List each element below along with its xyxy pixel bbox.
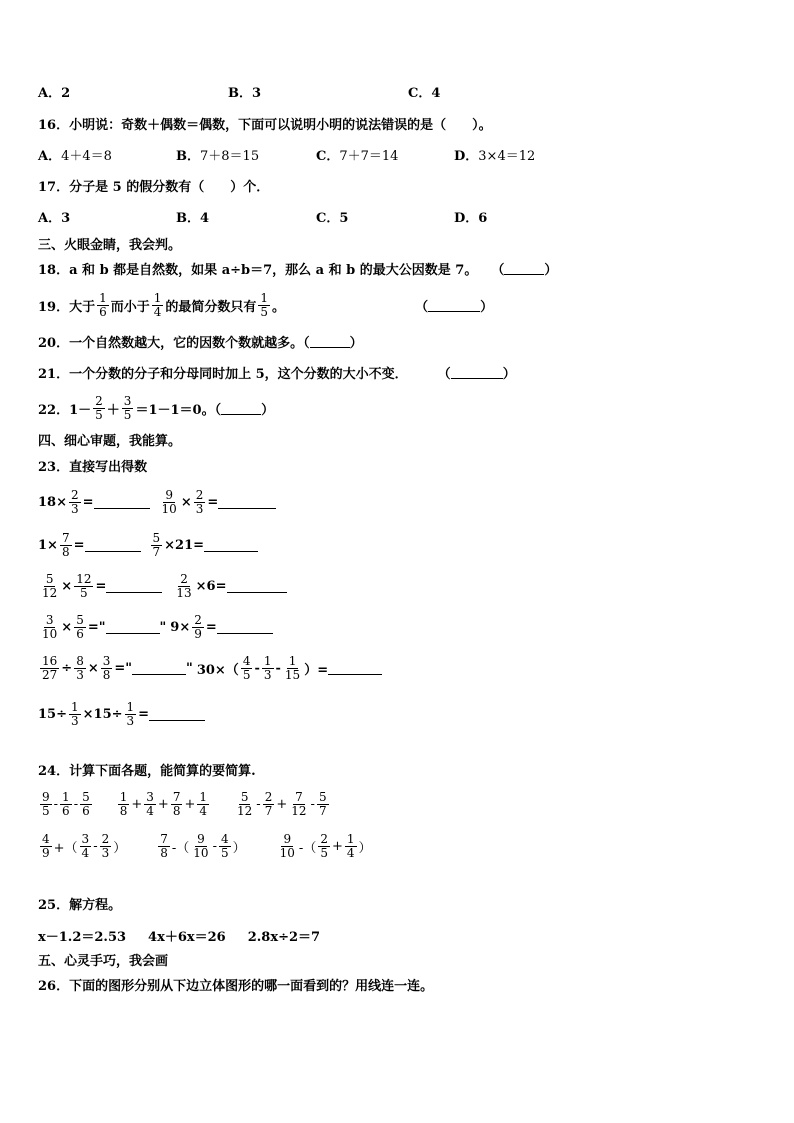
fraction: $\frac{1}{3}$	[126, 699, 135, 728]
fraction: $\frac{5}{12}$	[42, 571, 58, 600]
q21-answer-blank[interactable]	[451, 366, 503, 379]
fraction: $\frac{2}{5}$	[95, 393, 103, 422]
fraction: $\frac{8}{3}$	[76, 653, 84, 682]
q26-stem: 26．下面的图形分别从下边立体图形的哪一面看到的？用线连一连。	[38, 978, 434, 994]
fraction: $\frac{9}{10}$	[193, 831, 209, 860]
times: ×	[61, 619, 73, 635]
equation-3: 2.8x÷2＝7	[247, 929, 321, 945]
expr: 1×	[38, 537, 58, 553]
fraction: $\frac{1}{4}$	[199, 789, 208, 818]
expr: ×6=	[195, 578, 227, 594]
q16-option-d-expr: 3×4＝12	[478, 148, 536, 164]
paren-right: ）	[349, 335, 363, 351]
fraction: $\frac{2}{3}$	[70, 487, 79, 516]
equation-1: x－1.2＝2.53	[38, 929, 127, 945]
q23-row-2	[38, 527, 258, 563]
q22-post: ＝1－1＝0。（	[135, 402, 222, 418]
fraction: $\frac{4}{5}$	[220, 831, 229, 860]
equals: =	[95, 578, 107, 594]
equals: =	[205, 619, 217, 635]
expr: 9×	[170, 619, 191, 635]
q19-mid2: 的最简分数只有	[165, 299, 257, 315]
q15-option-b: B．3	[228, 85, 262, 101]
expr: ×15÷	[82, 706, 123, 722]
fraction: $\frac{4}{9}$	[42, 831, 50, 860]
paren-right: ）	[261, 402, 275, 418]
answer-blank[interactable]	[204, 539, 258, 552]
fraction: $\frac{5}{12}$	[237, 789, 253, 818]
q15-options	[38, 80, 440, 102]
q16-option-c-expr: 7＋7＝14	[339, 148, 399, 164]
fraction: $\frac{1}{6}$	[99, 290, 107, 319]
fraction: $\frac{2}{7}$	[264, 789, 273, 818]
fraction: $\frac{9}{5}$	[42, 789, 50, 818]
q25-stem: 25．解方程。	[38, 897, 122, 913]
q18-stem: 18．a 和 b 都是自然数，如果 a÷b＝7，那么 a 和 b 的最大公因数是 7。	[38, 262, 478, 278]
q22-answer-blank[interactable]	[221, 402, 261, 415]
fraction: $\frac{3}{4}$	[146, 789, 154, 818]
fraction: $\frac{9}{10}$	[279, 831, 295, 860]
equals: =	[73, 537, 85, 553]
fraction: $\frac{2}{3}$	[195, 487, 204, 516]
equals: =	[82, 494, 94, 510]
q24-stem: 24．计算下面各题，能简算的要简算.	[38, 763, 256, 779]
fraction: $\frac{1}{3}$	[263, 653, 272, 682]
answer-blank[interactable]	[227, 580, 287, 593]
fraction: $\frac{12}{5}$	[76, 571, 92, 600]
fraction: $\frac{5}{7}$	[318, 789, 327, 818]
q25-equations	[38, 924, 320, 946]
fraction: $\frac{3}{10}$	[42, 612, 58, 641]
q17-option-b: B．4	[176, 210, 210, 226]
fraction: $\frac{1}{6}$	[62, 789, 70, 818]
answer-blank[interactable]	[106, 580, 162, 593]
q16-option-a: A．	[38, 148, 62, 164]
fraction: $\frac{7}{8}$	[160, 831, 168, 860]
section-3-title: 三、火眼金睛，我会判。	[38, 237, 182, 253]
answer-blank[interactable]	[149, 708, 205, 721]
equals: ="	[114, 660, 133, 676]
q22	[38, 390, 274, 426]
q23-row-4	[38, 609, 273, 645]
q21-stem: 21．一个分数的分子和分母同时加上 5，这个分数的大小不变．	[38, 366, 408, 382]
q24-row-2: $\frac{4}{9}$ +（ $\frac{3}{4}$ - $\frac{2}{3}$ ） $\frac{7}{8}$ -（ $\frac{9}{10}$ - $\frac{4}{5}$ ） $\frac{9}{10}$ -（ $\frac{2}{5}$ + $\frac{1}{4}$ ）	[42, 831, 372, 860]
q17-option-c: C．5	[316, 210, 349, 226]
fraction: $\frac{5}{7}$	[152, 530, 161, 559]
fraction: $\frac{1}{15}$	[284, 653, 301, 682]
fraction: $\frac{2}{5}$	[320, 831, 328, 860]
section-5-title: 五、心灵手巧，我会画	[38, 953, 169, 969]
fraction: $\frac{16}{27}$	[42, 653, 58, 682]
q15-option-a: A．2	[38, 85, 71, 101]
expr: 30×（	[196, 662, 239, 678]
q20-answer-blank[interactable]	[310, 335, 350, 348]
q24-row-1: $\frac{9}{5}$ - $\frac{1}{6}$ - $\frac{5}{6}$ $\frac{1}{8}$ + $\frac{3}{4}$ + $\frac{7}{8}$ + $\frac{1}{4}$ $\frac{5}{12}$ - $\frac{2}{7}$ + $\frac{7}{12}$ - $\frac{5}{7}$	[42, 789, 327, 818]
q16-option-a-expr: 4＋4＝8	[61, 148, 112, 164]
equals: =	[138, 706, 150, 722]
fraction: $\frac{3}{8}$	[102, 653, 111, 682]
q16-option-c: C．	[316, 148, 340, 164]
q19-post: 。	[272, 299, 286, 315]
q18-answer-blank[interactable]	[504, 262, 544, 275]
paren-left: （	[415, 299, 429, 315]
paren-right: ）	[480, 299, 494, 315]
answer-blank[interactable]	[218, 496, 276, 509]
q19-answer-blank[interactable]	[428, 299, 480, 312]
minus: -	[275, 660, 281, 676]
answer-blank[interactable]	[328, 662, 382, 675]
fraction: $\frac{1}{4}$	[153, 290, 162, 319]
answer-blank[interactable]	[85, 539, 141, 552]
q16-options	[38, 143, 535, 165]
expr: ×21=	[164, 537, 205, 553]
q23-row-6	[38, 696, 205, 732]
quote-mark: "	[159, 619, 167, 635]
q16-option-d: D．	[454, 148, 479, 164]
fraction: $\frac{2}{3}$	[101, 831, 110, 860]
q22-pre: 22．1－	[38, 402, 92, 418]
answer-blank[interactable]	[94, 496, 150, 509]
fraction: $\frac{5}{6}$	[82, 789, 90, 818]
fraction: $\frac{3}{5}$	[123, 393, 132, 422]
expr: 15÷	[38, 706, 67, 722]
paren-left: （	[437, 366, 451, 382]
paren-left: （	[491, 262, 505, 278]
expr: 18×	[38, 494, 67, 510]
divide: ÷	[61, 660, 73, 676]
fraction: $\frac{1}{5}$	[260, 290, 269, 319]
answer-blank[interactable]	[217, 621, 273, 634]
minus: -	[254, 660, 260, 676]
fraction: $\frac{2}{9}$	[194, 612, 202, 641]
fraction: $\frac{1}{3}$	[70, 699, 79, 728]
fraction: $\frac{3}{4}$	[81, 831, 90, 860]
plus-sign: ＋	[106, 402, 120, 418]
expr: ）=	[304, 662, 329, 678]
times: ×	[180, 494, 192, 510]
q16-stem: 16．小明说：奇数＋偶数＝偶数，下面可以说明小明的说法错误的是（ ）。	[38, 117, 492, 133]
q23-row-3	[38, 568, 287, 604]
fraction: $\frac{2}{13}$	[176, 571, 192, 600]
fraction: $\frac{9}{10}$	[161, 487, 177, 516]
q17-stem: 17．分子是 5 的假分数有（ ）个．	[38, 179, 270, 195]
times: ×	[87, 660, 99, 676]
q17-options	[38, 205, 487, 227]
q16-option-b-expr: 7＋8＝15	[200, 148, 260, 164]
paren-right: ）	[502, 366, 516, 382]
q20-stem: 20．一个自然数越大，它的因数个数就越多。（	[38, 335, 310, 351]
q19-pre: 19．大于	[38, 299, 96, 315]
equals: ="	[87, 619, 106, 635]
q17-option-d: D．6	[454, 210, 488, 226]
fraction: $\frac{7}{8}$	[61, 530, 70, 559]
fraction: $\frac{4}{5}$	[242, 653, 251, 682]
q15-option-c: C．4	[408, 85, 441, 101]
answer-blank[interactable]	[106, 621, 160, 634]
q23-row-1	[38, 484, 276, 520]
q18	[38, 257, 557, 279]
q23-stem: 23．直接写出得数	[38, 459, 148, 475]
q20	[38, 330, 363, 352]
fraction: $\frac{1}{8}$	[119, 789, 128, 818]
answer-blank[interactable]	[132, 662, 186, 675]
section-4-title: 四、细心审题，我能算。	[38, 433, 182, 449]
fraction: $\frac{5}{6}$	[76, 612, 84, 641]
paren-right: ）	[544, 262, 558, 278]
q19-mid1: 而小于	[110, 299, 150, 315]
fraction: $\frac{7}{8}$	[172, 789, 181, 818]
q23-row-5	[38, 650, 382, 686]
q17-option-a: A．3	[38, 210, 71, 226]
quote-mark: "	[186, 660, 193, 676]
q21	[38, 361, 516, 383]
equation-2: 4x＋6x＝26	[148, 929, 226, 945]
q16-option-b: B．	[176, 148, 200, 164]
fraction: $\frac{7}{12}$	[291, 789, 307, 818]
times: ×	[61, 578, 73, 594]
fraction: $\frac{1}{4}$	[346, 831, 355, 860]
equals: =	[207, 494, 219, 510]
q19	[38, 288, 493, 322]
